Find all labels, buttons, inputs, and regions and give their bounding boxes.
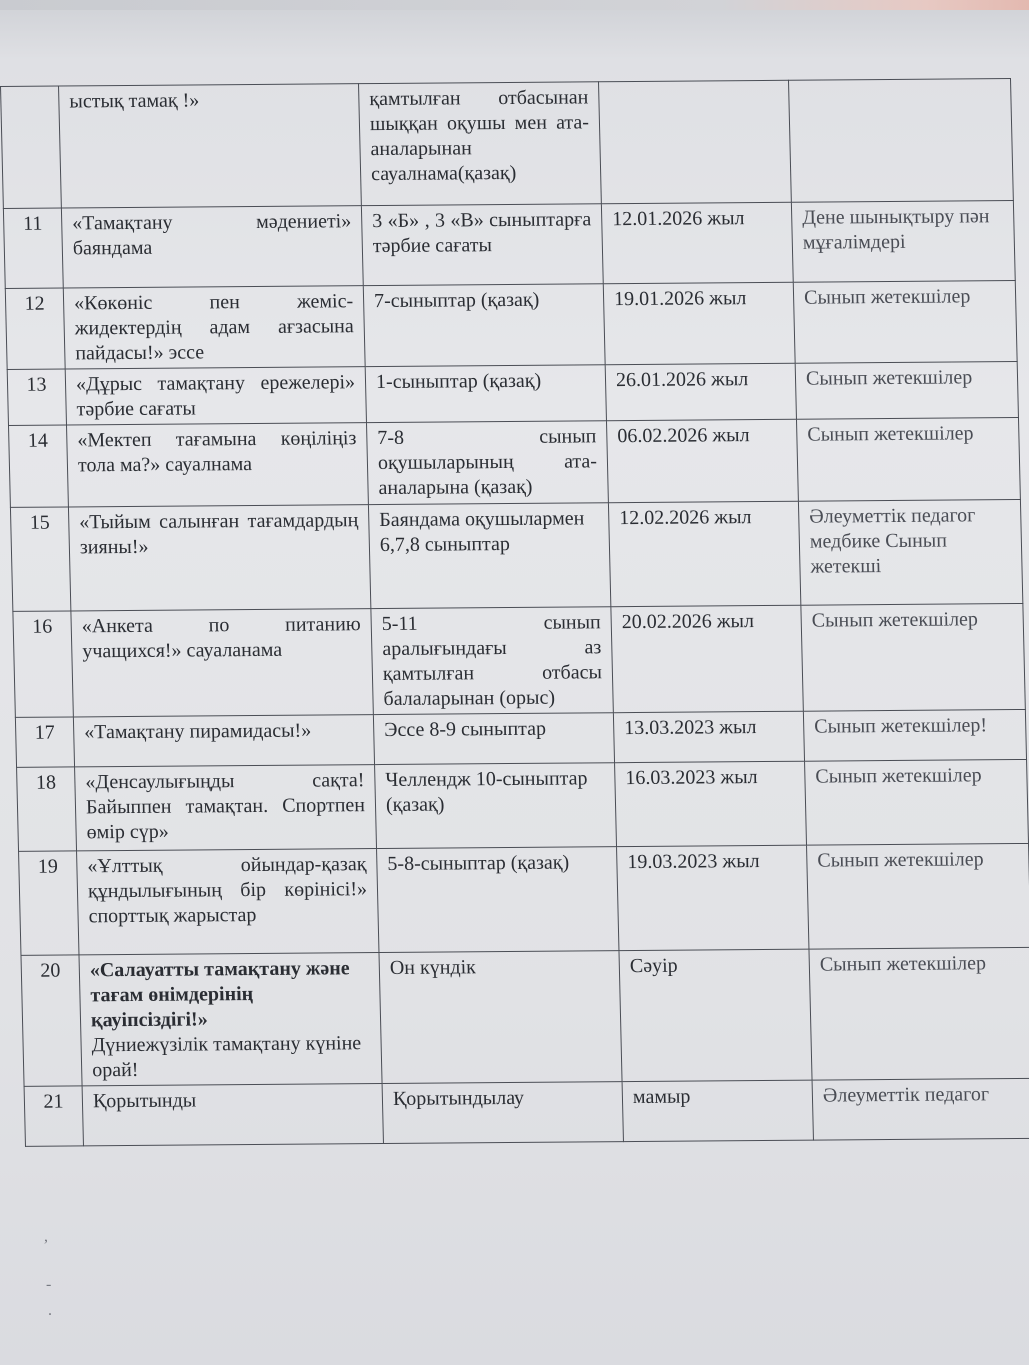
event-date: 19.03.2023 жыл (617, 845, 809, 950)
table-row (3, 201, 1015, 289)
row-number: 20 (21, 955, 82, 1086)
event-date: 16.03.2023 жыл (615, 761, 807, 846)
event-date: Сәуір (619, 949, 812, 1081)
table-row (10, 499, 1022, 611)
event-title: «Тамақтану пирамидасы!» (73, 715, 374, 767)
event-responsible: Сынып жетекшілер (795, 362, 1018, 420)
event-participants: қамтылған отбасынан шыққан оқушы мен ата-аналарынан сауалнама(қазақ) (359, 82, 602, 206)
event-title: «Денсаулығыңды сақта! Байыппен тамақтан. Спортпен өмір сүр» (75, 765, 377, 851)
row-number: 13 (7, 369, 66, 425)
plan-table-container (0, 78, 1029, 1147)
event-date: 12.02.2026 жыл (608, 501, 800, 606)
event-participants: 1-сыныптар (қазақ) (365, 365, 606, 423)
event-title: «Ұлттық ойындар-қазақ құндылығының бір көрінісі!» спорттық жарыстар (77, 849, 379, 955)
event-title: «Дұрыс тамақтану ережелері» тәрбие сағаты (65, 367, 366, 425)
event-responsible: Сынып жетекшілер! (803, 709, 1026, 761)
table-row (5, 281, 1017, 370)
event-participants: 3 «Б» , 3 «В» сыныптарға тәрбие сағаты (361, 204, 603, 286)
table-row (7, 362, 1018, 426)
event-date (598, 80, 791, 203)
table-row (8, 418, 1020, 508)
event-participants: 5-8-сыныптар (қазақ) (377, 847, 619, 953)
event-responsible: Дене шынықтыру пән мұғалімдері (791, 201, 1015, 283)
event-responsible: Сынып жетекшілер (793, 281, 1017, 364)
row-number: 18 (17, 767, 77, 851)
event-responsible: Әлеуметтік педагог медбике Сынып жетекші (798, 499, 1022, 605)
event-participants: 7-сыныптар (қазақ) (363, 284, 605, 367)
event-title-cell (79, 953, 382, 1086)
table-row (19, 843, 1029, 955)
event-title: «Тыйым салынған тағамдардың зияны!» (68, 505, 370, 611)
event-date: 06.02.2026 жыл (606, 419, 798, 502)
event-date: мамыр (622, 1080, 813, 1141)
event-date: 26.01.2026 жыл (605, 363, 796, 420)
event-title: Қорытынды (82, 1084, 383, 1146)
row-number: 11 (3, 208, 63, 288)
event-title: «Тамақтану мәдениеті» баяндама (61, 206, 363, 288)
event-participants: 7-8 сынып оқушыларының ата-аналарына (қазақ) (366, 421, 608, 505)
table-row (21, 947, 1029, 1086)
row-number: 15 (10, 507, 70, 611)
event-participants: 5-11 сынып аралығындағы аз қамтылған отбасы балаларынан (орыс) (371, 607, 613, 715)
event-title: «Анкета по питанию учащихся!» сауаланама (71, 609, 373, 717)
event-date: 12.01.2026 жыл (601, 202, 793, 283)
table-row (15, 709, 1026, 767)
row-number: 19 (19, 851, 79, 955)
table-row (17, 759, 1029, 851)
event-responsible: Сынып жетекшілер (805, 759, 1029, 845)
row-number (1, 86, 62, 208)
event-participants: Челлендж 10-сыныптар (қазақ) (375, 763, 617, 849)
event-participants: Эссе 8-9 сыныптар (373, 713, 614, 765)
event-responsible: Сынып жетекшілер (807, 843, 1029, 949)
pen-mark: . (48, 1302, 52, 1319)
pen-mark: , (44, 1228, 48, 1245)
event-title: Дүниежүзілік тамақтану күніне орай! (91, 1032, 362, 1082)
event-participants: Он күндік (379, 951, 622, 1084)
event-date: 19.01.2026 жыл (603, 282, 795, 364)
photo-edge (0, 0, 1029, 10)
event-title: «Көкөніс пен жеміс-жидектердің адам ағзасына пайдасы!» эссе (63, 286, 365, 369)
row-number: 21 (24, 1086, 83, 1146)
table-row (1, 79, 1014, 209)
event-date: 13.03.2023 жыл (613, 711, 804, 762)
table-row (13, 603, 1025, 717)
row-number: 12 (5, 288, 65, 369)
event-title-bold: «Салауатты тамақтану және тағам өнімдерінің қауіпсіздігі!» (89, 957, 350, 1032)
event-title: ыстық тамақ !» (59, 84, 362, 208)
table-row (24, 1078, 1029, 1146)
event-title: «Мектеп тағамына көңіліңіз тола ма?» сауалнама (66, 423, 368, 507)
pen-mark: ‐ (46, 1276, 52, 1293)
event-responsible: Сынып жетекшілер (801, 603, 1025, 711)
row-number: 17 (15, 717, 74, 767)
event-plan-table (0, 78, 1029, 1147)
event-responsible: Әлеуметтік педагог (812, 1078, 1029, 1140)
event-responsible (788, 79, 1013, 203)
row-number: 16 (13, 611, 73, 717)
event-participants: Қорытындылау (382, 1082, 623, 1144)
event-responsible: Сынып жетекшілер (809, 947, 1029, 1080)
event-participants: Баяндама оқушылармен 6,7,8 сыныптар (368, 503, 610, 609)
event-date: 20.02.2026 жыл (611, 605, 803, 712)
row-number: 14 (8, 425, 68, 507)
event-responsible: Сынып жетекшілер (796, 418, 1020, 502)
